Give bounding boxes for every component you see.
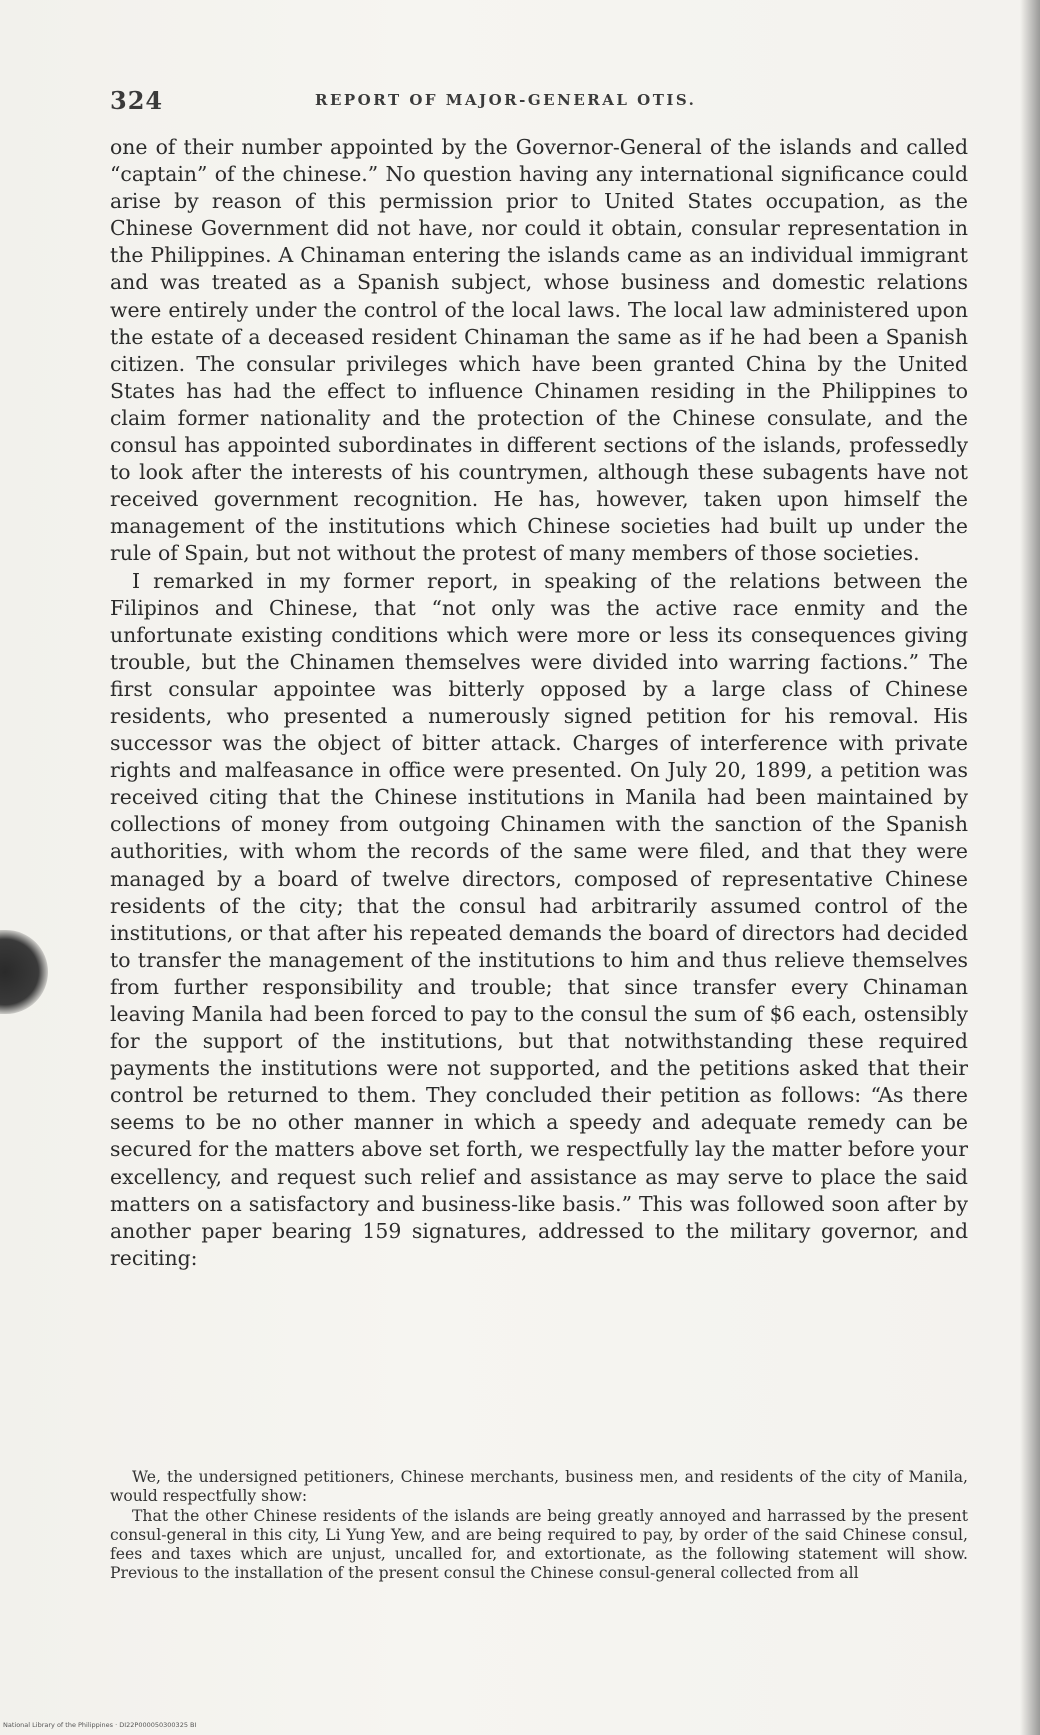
- body-paragraph-2: I remarked in my former report, in speaking of the relations between the Filipinos and Chinese, that “not only was the active race enmity and the unfortunate existing conditions which were more or less its consequences giving trouble, but the Chinamen themselves were divided into warring factions.” The first consular appointee was bitterly opposed by a large class of Chinese residents, who presented a numerously signed petition for his removal. His successor was the object of bitter attack. Charges of interference with private rights and malfeasance in office were presented. On July 20, 1899, a petition was received citing that the Chinese institutions in Manila had been maintained by collections of money from outgoing Chinamen with the sanction of the Spanish authorities, with whom the records of the same were filed, and that they were managed by a board of twelve directors, composed of representative Chinese residents of the city; that the consul had arbitrarily assumed control of the institutions, or that after his repeated demands the board of directors had decided to transfer the management of the institutions to him and thus relieve themselves from further responsibility and trouble; that since transfer every Chinaman leaving Manila had been forced to pay to the consul the sum of $6 each, ostensibly for the support of the institutions, but that notwithstanding these required payments the institutions were not supported, and the petitions asked that their control be returned to them. They concluded their petition as follows: “As there seems to be no other manner in which a speedy and adequate remedy can be secured for the matters above set forth, we respectfully lay the matter before your excellency, and request such relief and assistance as may serve to place the said matters on a satisfactory and business-like basis.” This was followed soon after by another paper bearing 159 signatures, addressed to the military governor, and reciting:: [110, 568, 968, 1270]
- page-number: 324: [110, 86, 164, 115]
- petition-quote: [110, 1468, 968, 1584]
- scanner-thumb: [0, 930, 48, 1014]
- library-credit: National Library of the Philippines · DI22P000050300325 BI: [3, 1721, 197, 1729]
- body-paragraph-1: one of their number appointed by the Governor-General of the islands and called “captain” of the chinese.” No question having any international significance could arise by reason of this permission prior to United States occupation, as the Chinese Government did not have, nor could it obtain, consular representation in the Philippines. A Chinaman entering the islands came as an individual immigrant and was treated as a Spanish subject, whose business and domestic relations were entirely under the control of the local laws. The local law administered upon the estate of a deceased resident Chinaman the same as if he had been a Spanish citizen. The consular privileges which have been granted China by the United States has had the effect to influence Chinamen residing in the Philippines to claim former nationality and the protection of the Chinese consulate, and the consul has appointed subordinates in different sections of the islands, professedly to look after the interests of his countrymen, although these subagents have not received government recognition. He has, however, taken upon himself the management of the institutions which Chinese societies had built up under the rule of Spain, but not without the protest of many members of those societies.: [110, 135, 968, 566]
- quote-paragraph-2: That the other Chinese residents of the islands are being greatly annoyed and harrassed by the present consul-general in this city, Li Yung Yew, and are being required to pay, by order of the said Chinese consul, fees and taxes which are unjust, uncalled for, and extortionate, as the following statement will show. Previous to the installation of the present consul the Chinese consul-general collected from all: [110, 1506, 968, 1583]
- page-header: [110, 86, 978, 116]
- quote-paragraph-1: We, the undersigned petitioners, Chinese merchants, business men, and residents of the city of Manila, would respectfully show:: [110, 1468, 968, 1506]
- binding-shadow: [1020, 0, 1040, 1735]
- body-text: [110, 134, 968, 1272]
- running-title: REPORT OF MAJOR-GENERAL OTIS.: [315, 91, 697, 109]
